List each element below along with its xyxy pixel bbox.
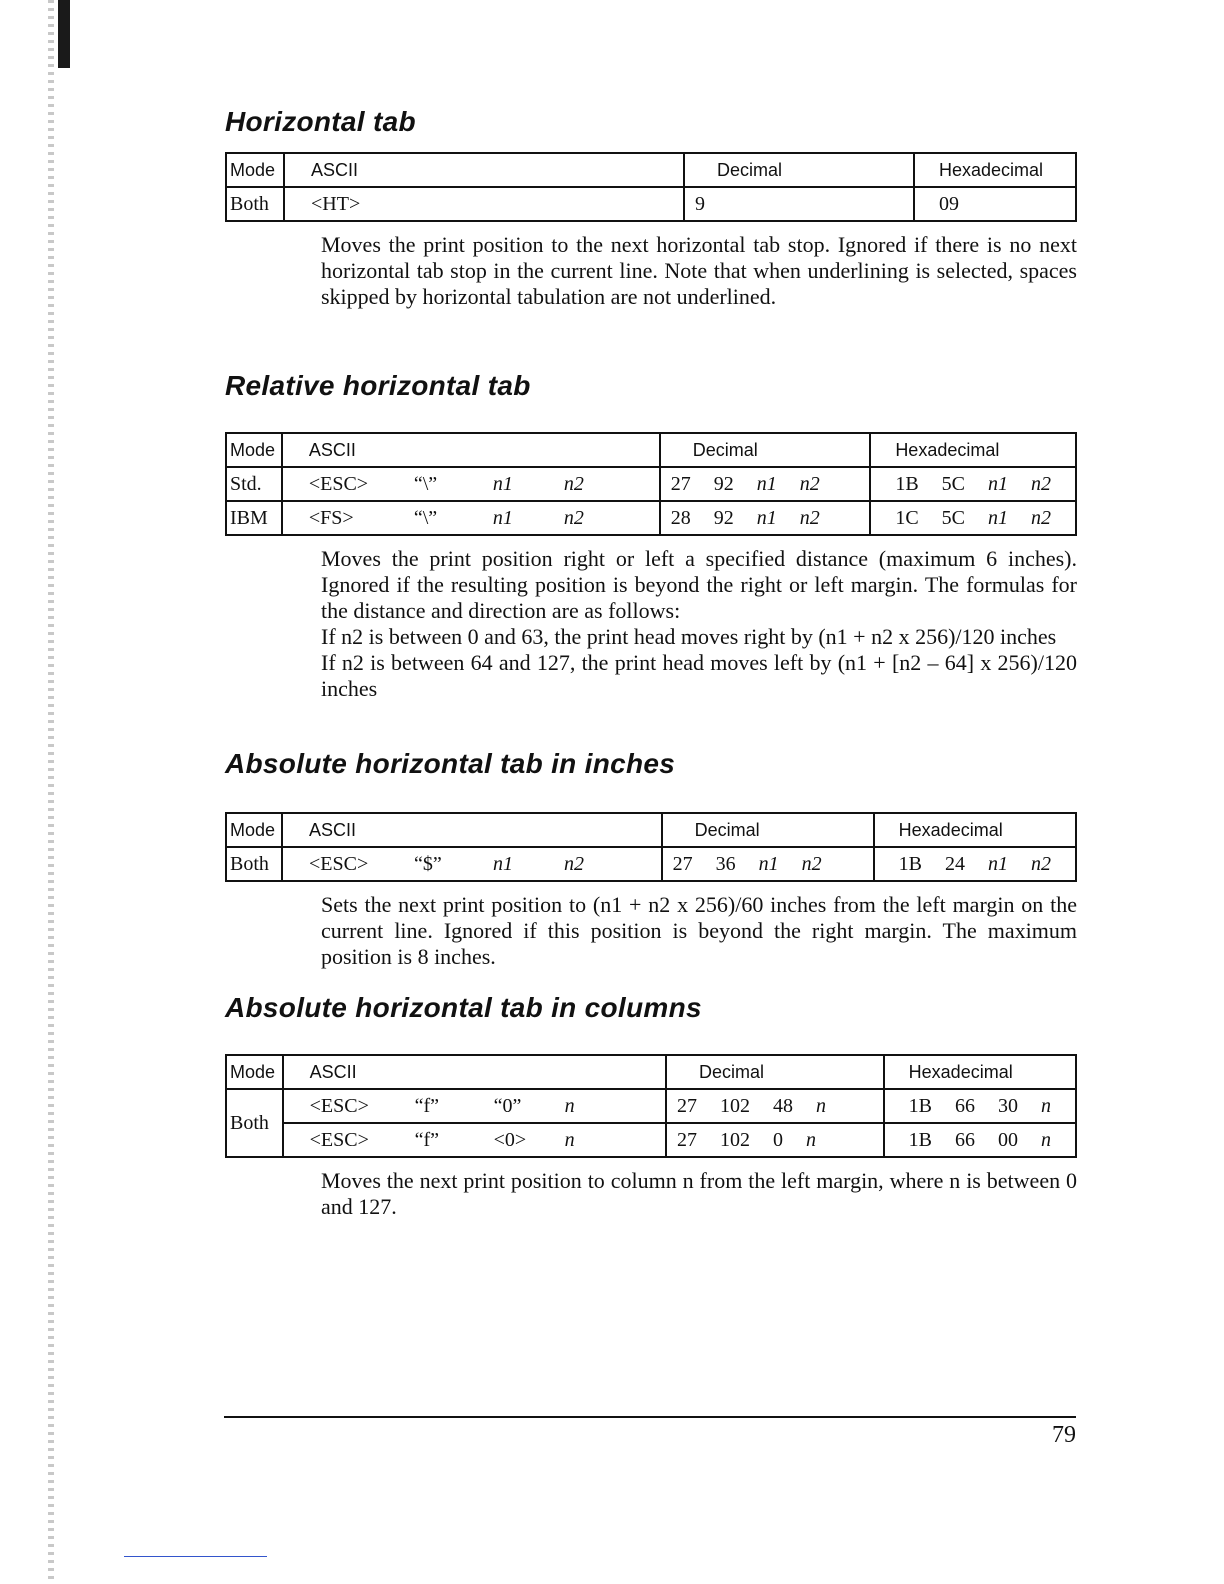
description-formula-right: If n2 is between 0 and 63, the print head moves right by (n1 + n2 x 256)/120 inches <box>321 624 1057 649</box>
decimal-token: 102 <box>719 1128 750 1151</box>
hex-token: 5C <box>941 472 965 495</box>
table-header-row <box>226 813 1076 847</box>
hex-header: Hexadecimal <box>884 1055 1076 1089</box>
ascii-header: ASCII <box>282 433 660 467</box>
hex-token: 1B <box>898 852 922 875</box>
decimal-token: 92 <box>713 472 734 495</box>
table-row <box>226 187 1076 221</box>
description-paragraph: Moves the print position right or left a specified distance (maximum 6 inches). Ignored if the resulting position is beyond the right or left margin. The formulas for the distance and direction are as follows: <box>321 546 1077 623</box>
ascii-token: <ESC> <box>309 1128 369 1151</box>
hex-token: 66 <box>955 1128 975 1151</box>
ascii-token: “f” <box>414 1094 440 1117</box>
ascii-header: ASCII <box>284 153 684 187</box>
ascii-token: <ESC> <box>309 852 369 875</box>
hex-token: n1 <box>988 506 1008 529</box>
decimal-cell <box>666 1089 884 1123</box>
command-table <box>225 1054 1077 1158</box>
hex-cell <box>914 187 1076 221</box>
ascii-token: <ESC> <box>309 1094 369 1117</box>
hex-token: n <box>1041 1128 1051 1151</box>
description <box>321 1168 1077 1220</box>
ascii-cell <box>284 187 684 221</box>
ascii-token: n1 <box>493 852 513 875</box>
ascii-token: <ESC> <box>308 472 369 495</box>
decimal-token: n1 <box>756 506 777 529</box>
corner-mark <box>58 0 70 68</box>
table-header-row <box>226 1055 1076 1089</box>
decimal-token: n <box>805 1128 816 1151</box>
description-formula-left: If n2 is between 64 and 127, the print head moves left by (n1 + [n2 – 64] x 256)/120 inches <box>321 650 1077 701</box>
description <box>321 232 1077 310</box>
hex-token: 30 <box>998 1094 1018 1117</box>
decimal-cell <box>660 501 871 535</box>
hex-token: n2 <box>1031 852 1051 875</box>
decimal-token: n <box>815 1094 826 1117</box>
decimal-token: 36 <box>715 852 736 875</box>
ascii-cell <box>282 847 662 881</box>
ascii-token: “0” <box>493 1094 522 1117</box>
footer-rule <box>224 1416 1076 1418</box>
decimal-token: n2 <box>801 852 822 875</box>
decimal-token: 28 <box>670 506 691 529</box>
hex-token: n1 <box>988 852 1008 875</box>
decimal-token: 27 <box>676 1128 697 1151</box>
ascii-token: n1 <box>492 506 513 529</box>
decimal-token: n1 <box>758 852 779 875</box>
hex-token: 5C <box>941 506 965 529</box>
section-horizontal-tab <box>225 106 1075 310</box>
section-title: Absolute horizontal tab in inches <box>225 748 676 779</box>
description <box>321 546 1077 702</box>
ascii-header: ASCII <box>282 813 662 847</box>
mode-header: Mode <box>226 153 284 187</box>
description-paragraph: Moves the print position to the next horizontal tab stop. Ignored if there is no next horizontal tab stop in the current line. Note that when underlining is selected, spaces skipped by horizontal tabulation are not underlined. <box>321 232 1077 309</box>
hex-cell <box>870 467 1076 501</box>
decimal-token: 0 <box>772 1128 783 1151</box>
page-number: 79 <box>1052 1422 1076 1448</box>
table-row <box>226 467 1076 501</box>
hex-cell <box>870 501 1076 535</box>
description-paragraph: Moves the next print position to column n from the left margin, where n is between 0 and 127. <box>321 1168 1077 1219</box>
section-relative-horizontal-tab <box>225 370 1075 702</box>
ascii-token: <FS> <box>308 506 354 529</box>
ascii-token: “\” <box>413 472 438 495</box>
ascii-cell <box>282 467 660 501</box>
mode-header: Mode <box>226 1055 283 1089</box>
decimal-cell <box>660 467 871 501</box>
hex-cell <box>884 1089 1076 1123</box>
hex-token: 00 <box>998 1128 1018 1151</box>
decimal-token: 27 <box>676 1094 697 1117</box>
hex-token: 1C <box>895 506 919 529</box>
ascii-token: n2 <box>563 506 584 529</box>
mode-cell: Both <box>226 187 284 221</box>
table-header-row <box>226 433 1076 467</box>
decimal-token: 9 <box>695 192 705 215</box>
hex-token: n <box>1041 1094 1051 1117</box>
description <box>321 892 1077 970</box>
hex-token: n2 <box>1031 472 1051 495</box>
command-table <box>225 812 1077 882</box>
decimal-token: 48 <box>772 1094 793 1117</box>
hex-token: n2 <box>1031 506 1051 529</box>
decimal-token: n2 <box>799 506 820 529</box>
mode-cell: Both <box>226 1089 283 1157</box>
ascii-cell <box>283 1123 666 1157</box>
mode-header: Mode <box>226 813 282 847</box>
hex-token: 66 <box>955 1094 975 1117</box>
table-row <box>226 1123 1076 1157</box>
ascii-header: ASCII <box>283 1055 666 1089</box>
hex-cell <box>874 847 1076 881</box>
hex-cell <box>884 1123 1076 1157</box>
binding-edge <box>48 0 54 1584</box>
hex-header: Hexadecimal <box>874 813 1076 847</box>
decimal-cell <box>684 187 914 221</box>
table-row <box>226 1089 1076 1123</box>
ascii-token: “f” <box>414 1128 440 1151</box>
hex-token: 1B <box>908 1094 932 1117</box>
decimal-header: Decimal <box>660 433 871 467</box>
ascii-token: n2 <box>564 852 584 875</box>
section-title: Horizontal tab <box>225 106 416 137</box>
hex-token: n1 <box>988 472 1008 495</box>
table-header-row <box>226 153 1076 187</box>
decimal-cell <box>662 847 874 881</box>
ascii-token: “$” <box>414 852 442 875</box>
hex-token: 1B <box>908 1128 932 1151</box>
hex-token: 09 <box>939 192 959 215</box>
mode-cell: IBM <box>226 501 282 535</box>
section-absolute-tab-inches <box>225 748 1075 970</box>
ascii-cell <box>282 501 660 535</box>
decimal-token: 92 <box>713 506 734 529</box>
ascii-token: n <box>564 1128 575 1151</box>
command-table <box>225 152 1077 222</box>
hex-token: 24 <box>945 852 965 875</box>
ascii-cell <box>283 1089 666 1123</box>
decimal-header: Decimal <box>666 1055 884 1089</box>
section-absolute-tab-columns <box>225 992 1075 1220</box>
section-title: Relative horizontal tab <box>225 370 531 401</box>
decimal-cell <box>666 1123 884 1157</box>
section-title: Absolute horizontal tab in columns <box>225 992 702 1023</box>
decimal-token: 27 <box>670 472 691 495</box>
description-paragraph: Sets the next print position to (n1 + n2 x 256)/60 inches from the left margin on the current line. Ignored if this position is beyond the right margin. The maximum position is 8 inches. <box>321 892 1077 969</box>
mode-cell: Std. <box>226 467 282 501</box>
decimal-token: n2 <box>799 472 820 495</box>
decimal-token: 102 <box>719 1094 750 1117</box>
ascii-token: n <box>564 1094 575 1117</box>
decimal-token: 27 <box>672 852 693 875</box>
mode-header: Mode <box>226 433 282 467</box>
table-row <box>226 847 1076 881</box>
hex-header: Hexadecimal <box>870 433 1076 467</box>
table-row <box>226 501 1076 535</box>
command-table <box>225 432 1077 536</box>
link-underline <box>124 1556 267 1557</box>
decimal-header: Decimal <box>662 813 874 847</box>
decimal-header: Decimal <box>684 153 914 187</box>
ascii-token: “\” <box>413 506 438 529</box>
hex-header: Hexadecimal <box>914 153 1076 187</box>
hex-token: 1B <box>895 472 919 495</box>
ascii-token: <0> <box>493 1128 527 1151</box>
ascii-token: n2 <box>563 472 584 495</box>
decimal-token: n1 <box>756 472 777 495</box>
ascii-token: n1 <box>492 472 513 495</box>
ascii-token: <HT> <box>311 192 361 215</box>
mode-cell: Both <box>226 847 282 881</box>
